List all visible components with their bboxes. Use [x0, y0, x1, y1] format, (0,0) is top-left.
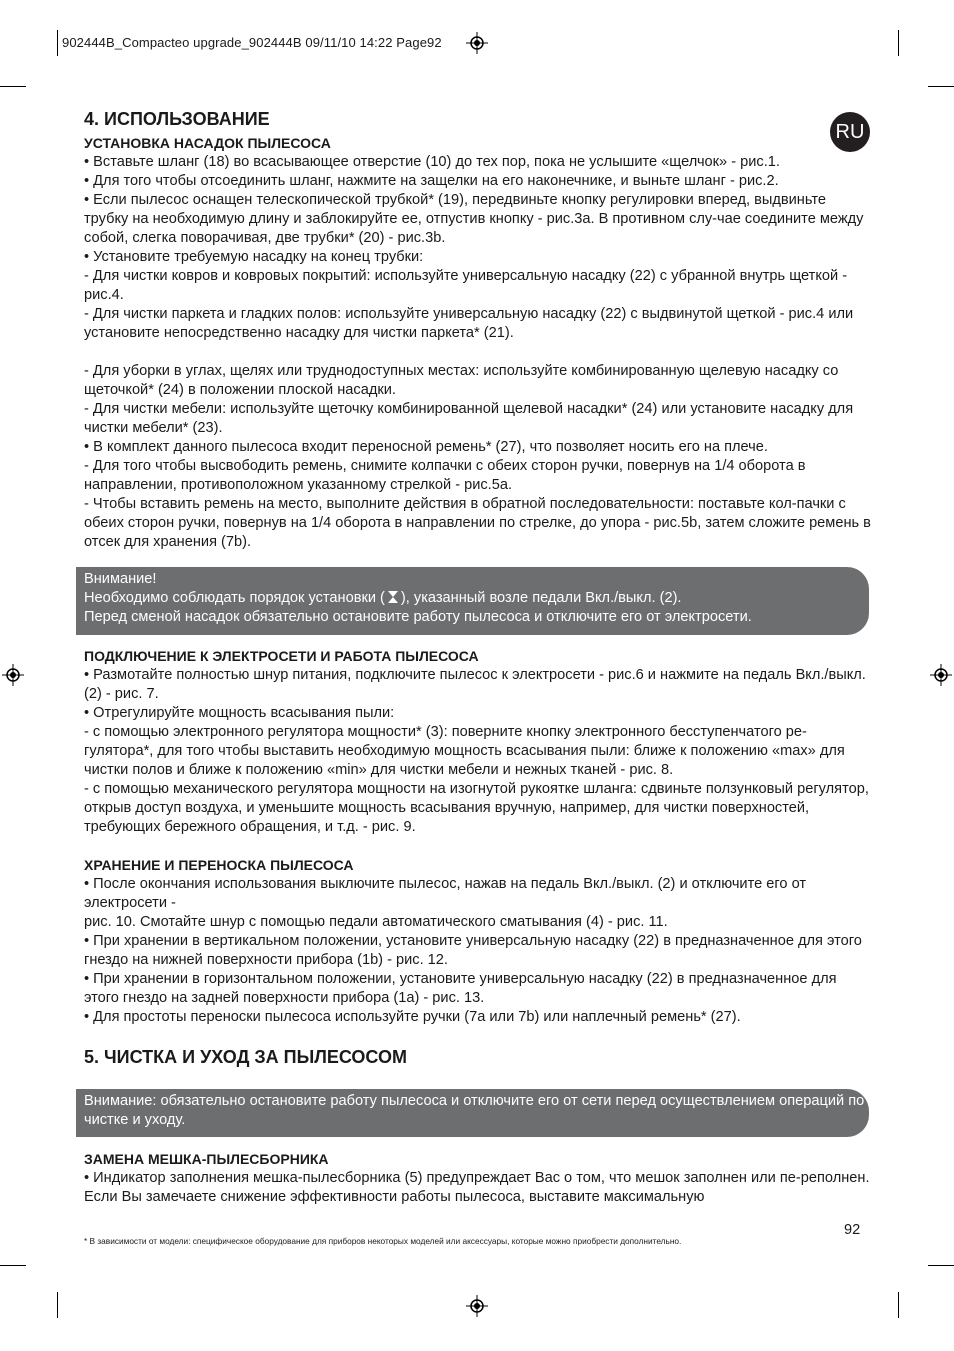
paragraph: • Размотайте полностью шнур питания, подключите пылесос к электросети - рис.6 и нажмите на педаль Вкл./выкл. (2) - рис. 7. • Отрегулируйте мощность всасывания пыли: - с помощью электронного регулятора мощности* (3): поверните кнопку электронного бесступенчатого ре-гулятора*, для того чтобы выставить необходимую мощность всасывания пыли: ближе к положению «max» для чистки полов и ближе к положению «min» для чистки мебели и нежных тканей - рис. 8. - с помощью механического регулятора мощности на изогнутой рукоятке шланга: сдвиньте ползунковый регулятор, открыв доступ воздуха, и уменьшите мощность всасывания вручную, например, для чистки поверхностей, требующих бережного обращения, и т.д. - рис. 9. — [84, 667, 869, 835]
crop-mark — [928, 86, 954, 87]
warning-text: Необходимо соблюдать порядок установки ( — [84, 590, 385, 606]
registration-mark-icon — [2, 664, 24, 686]
section5 — [84, 1046, 874, 1072]
crop-mark — [57, 1292, 58, 1318]
registration-mark-icon — [466, 1295, 488, 1317]
crop-mark — [898, 30, 899, 56]
warning-box — [76, 1089, 869, 1137]
paragraph: • После окончания использования выключите пылесос, нажав на педаль Вкл./выкл. (2) и отключите его от электросети - рис. 10. Смотайте шнур с помощью педали автоматического сматывания (4) - рис. 11. • При хранении в вертикальном положении, установите универсальную насадку (22) в предназначенное для этого гнездо на нижней поверхности прибора (1b) - рис. 12. • При хранении в горизонтальном положении, установите универсальную насадку (22) в предназначенное для этого гнездо на задней поверхности прибора (1a) - рис. 13. • Для простоты переноски пылесоса используйте ручки (7a или 7b) или наплечный ремень* (27). — [84, 876, 862, 1025]
paragraph: • Вставьте шланг (18) во всасывающее отверстие (10) до тех пор, пока не услышите «щелчок» - рис.1. • Для того чтобы отсоединить шланг, нажмите на защелки на его наконечнике, и выньте шланг - рис.2. • Если пылесос оснащен телескопической трубкой* (19), передвиньте кнопку регулировки вперед, выдвиньте трубку на необходимую длину и заблокируйте ее, отпустив кнопку - рис.3a. В противном слу-чае соедините между собой, слегка поворачивая, две трубки* (20) - рис.3b. • Установите требуемую насадку на конец трубки: - Для чистки ковров и ковровых покрытий: используйте универсальную насадку (22) с убранной внутрь щеткой - рис.4. - Для чистки паркета и гладких полов: используйте универсальную насадку (22) с выдвинутой щеткой - рис.4 или установите непосредственно насадку для чистки паркета* (21). — [84, 154, 864, 341]
registration-mark-icon — [466, 32, 488, 54]
warning-box — [76, 567, 869, 635]
subsection-title: ЗАМЕНА МЕШКА-ПЫЛЕСБОРНИКА — [84, 1151, 329, 1167]
paragraph: • Индикатор заполнения мешка-пылесборника (5) предупреждает Вас о том, что мешок заполнен или пе-реполнен. Если Вы замечаете снижение эффективности работы пылесоса, выставите максимальную — [84, 1170, 870, 1205]
warning-text: ), указанный возле педали Вкл./выкл. (2). — [400, 590, 682, 606]
registration-mark-icon — [930, 664, 952, 686]
main-content-2 — [84, 647, 874, 1027]
crop-mark — [898, 1292, 899, 1318]
crop-mark — [57, 30, 58, 56]
warning-line — [84, 589, 869, 608]
section-title: 4. ИСПОЛЬЗОВАНИЕ — [84, 109, 270, 129]
warning-title: Внимание! — [84, 571, 157, 587]
subsection-title: ПОДКЛЮЧЕНИЕ К ЭЛЕКТРОСЕТИ И РАБОТА ПЫЛЕСОСА — [84, 648, 479, 664]
hourglass-order-icon — [387, 590, 399, 604]
main-content-3 — [84, 1150, 874, 1207]
page-number: 92 — [844, 1222, 861, 1238]
warning-line: Перед сменой насадок обязательно остановите работу пылесоса и отключите его от электросети. — [84, 609, 752, 625]
warning-text: Внимание: обязательно остановите работу пылесоса и отключите его от сети перед осуществлением операций по чистке и уходу. — [84, 1093, 865, 1128]
section-title: 5. ЧИСТКА И УХОД ЗА ПЫЛЕСОСОМ — [84, 1047, 407, 1067]
crop-mark — [0, 86, 26, 87]
subsection-title: ХРАНЕНИЕ И ПЕРЕНОСКА ПЫЛЕСОСА — [84, 857, 354, 873]
main-content — [84, 108, 874, 552]
subsection-title: УСТАНОВКА НАСАДОК ПЫЛЕСОСА — [84, 135, 331, 151]
print-header: 902444B_Compacteo upgrade_902444B 09/11/10 14:22 Page92 — [62, 35, 442, 50]
crop-mark — [0, 1265, 26, 1266]
paragraph: - Для уборки в углах, щелях или труднодоступных местах: используйте комбинированную щелевую насадку со щеточкой* (24) в положении плоской насадки. - Для чистки мебели: используйте щеточку комбинированной щелевой насадки* (24) или установите насадку для чистки мебели* (23). • В комплект данного пылесоса входит переносной ремень* (27), что позволяет носить его на плече. - Для того чтобы высвободить ремень, снимите колпачки с обеих сторон ручки, повернув на 1/4 оборота в направлении, противоположном указанному стрелкой - рис.5a. - Чтобы вставить ремень на место, выполните действия в обратной последовательности: поставьте кол-пачки с обеих сторон ручки, повернув на 1/4 оборота в направлении по стрелке, до упора - рис.5b, затем сложите ремень в отсек для хранения (7b). — [84, 363, 871, 550]
language-badge: RU — [830, 112, 870, 152]
crop-mark — [928, 1265, 954, 1266]
footnote: * В зависимости от модели: специфическое оборудование для приборов некоторых моделей или аксессуары, которые можно приобрести дополнительно. — [84, 1236, 682, 1246]
